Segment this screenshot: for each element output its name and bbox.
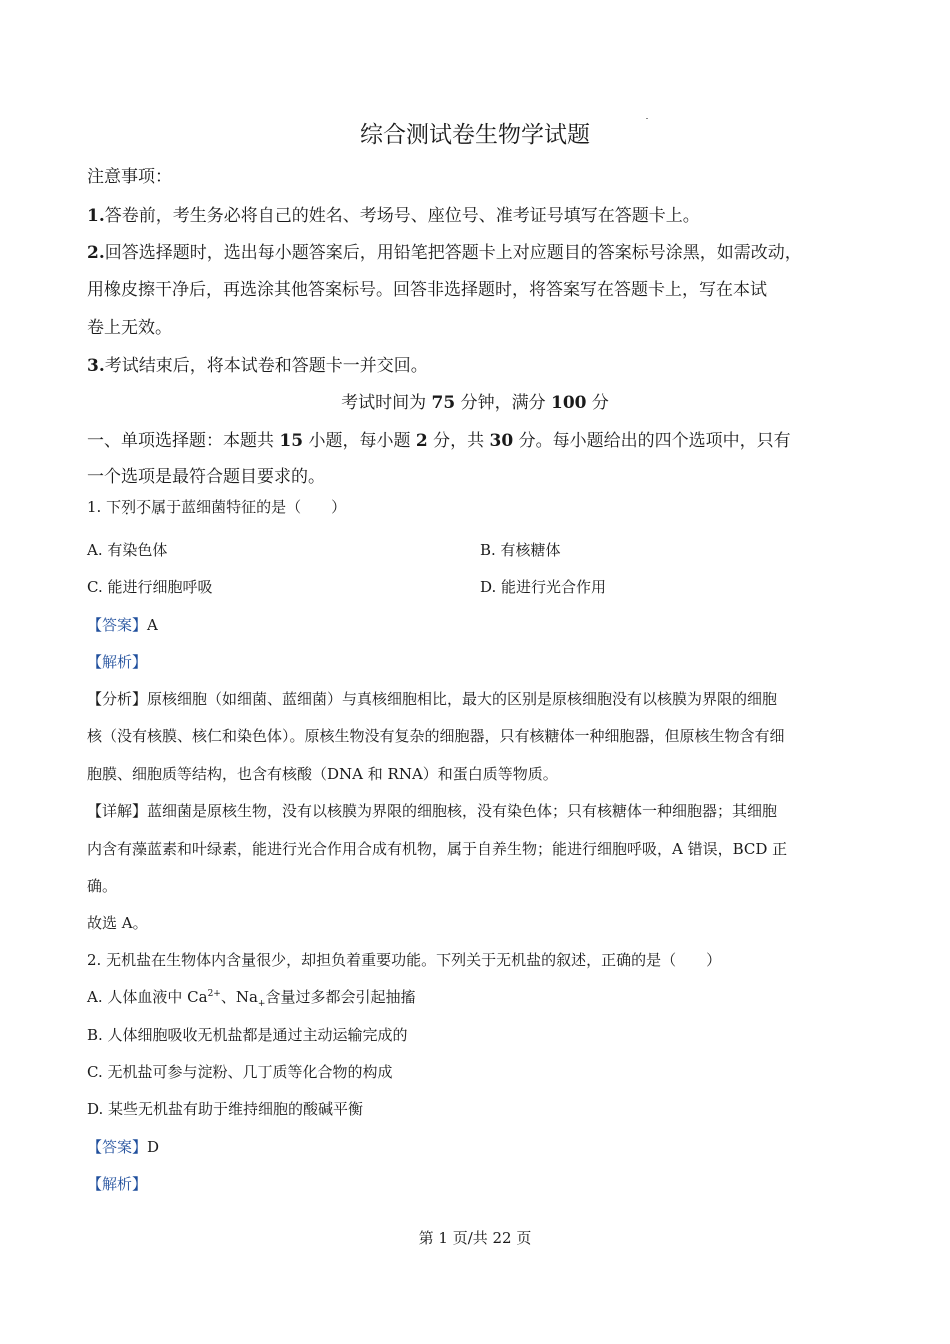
- notice-num: 2.: [87, 243, 105, 263]
- q2-option-c: C. 无机盐可参与淀粉、几丁质等化合物的构成: [87, 1063, 393, 1081]
- q1-analysis-label: 【解析】: [87, 653, 148, 671]
- notice-item-2-cont: 用橡皮擦干净后，再选涂其他答案标号。回答非选择题时，将答案写在答题卡上，写在本试: [87, 280, 767, 300]
- exam-time-text: 分: [586, 393, 609, 413]
- page-footer: 第 1 页/共 22 页: [418, 1229, 532, 1247]
- answer-value: A: [147, 616, 158, 634]
- notice-text: 回答选择题时，选出每小题答案后，用铅笔把答题卡上对应题目的答案标号涂黑，如需改动，: [104, 243, 802, 263]
- answer-label: 【答案】: [87, 616, 148, 634]
- q2-answer: [87, 1136, 159, 1157]
- section-heading: [87, 426, 791, 451]
- answer-label: 【答案】: [87, 1138, 148, 1156]
- fenxi-text: 原核细胞（如细菌、蓝细菌）与真核细胞相比，最大的区别是原核细胞没有以核膜为界限的细胞: [147, 690, 778, 708]
- notice-text: 考试结束后，将本试卷和答题卡一并交回。: [104, 356, 428, 376]
- section-text: 分，共: [427, 431, 490, 451]
- q2-option-a: [87, 986, 415, 1009]
- q2-option-d: D. 某些无机盐有助于维持细胞的酸碱平衡: [87, 1100, 364, 1118]
- q2-option-b: B. 人体细胞吸收无机盐都是通过主动运输完成的: [87, 1026, 408, 1044]
- notice-item-1: [87, 201, 700, 226]
- subscript: +: [257, 999, 266, 1009]
- superscript: 2+: [207, 989, 221, 999]
- notice-num: 3.: [87, 356, 105, 376]
- notice-item-2: [87, 238, 802, 263]
- notice-heading: 注意事项：: [87, 167, 172, 187]
- question-1-stem: 1. 下列不属于蓝细菌特征的是（ ） • • •: [87, 496, 950, 517]
- notice-item-2-cont: 卷上无效。: [87, 318, 172, 338]
- q1-fenxi-cont: 核（没有核膜、核仁和染色体）。原核生物没有复杂的细胞器，只有核糖体一种细胞器，但原核生物含有细: [87, 727, 785, 745]
- q1-fenxi-cont: 胞膜、细胞质等结构，也含有核酸（DNA 和 RNA）和蛋白质等物质。: [87, 765, 558, 783]
- exam-time-text: 分钟，满分: [455, 393, 551, 413]
- section-text: 一、单项选择题：本题共: [87, 431, 280, 451]
- section-text: 分。每小题给出的四个选项中，只有: [513, 431, 791, 451]
- q1-xiangjie: [87, 800, 777, 821]
- section-count: 15: [279, 431, 304, 451]
- fenxi-label: 【分析】: [87, 690, 148, 708]
- section-total: 30: [489, 431, 514, 451]
- q1-answer: [87, 614, 158, 635]
- option-text: 含量过多都会引起抽搐: [265, 988, 416, 1006]
- q1-option-c: C. 能进行细胞呼吸: [87, 578, 213, 596]
- question-2-stem: 2. 无机盐在生物体内含量很少，却担负着重要功能。下列关于无机盐的叙述，正确的是（ ）: [87, 951, 722, 969]
- xiangjie-label: 【详解】: [87, 802, 148, 820]
- answer-value: D: [147, 1138, 160, 1156]
- section-each: 2: [415, 431, 428, 451]
- exam-time-text: 考试时间为: [341, 393, 432, 413]
- page-title: 综合测试卷生物学试题: [360, 122, 590, 148]
- q1-option-a: A. 有染色体: [87, 541, 168, 559]
- q1-fenxi: [87, 688, 777, 709]
- q1-xiangjie-cont: 确。: [87, 877, 118, 895]
- q1-option-b: B. 有核糖体: [480, 541, 561, 559]
- q1-xiangjie-cont: 内含有藻蓝素和叶绿素，能进行光合作用合成有机物，属于自养生物；能进行细胞呼吸，A 错误，BCD 正: [87, 840, 788, 858]
- q2-analysis-label: 【解析】: [87, 1175, 148, 1193]
- q1-option-d: D. 能进行光合作用: [480, 578, 607, 596]
- notice-text: 答卷前，考生务必将自己的姓名、考场号、座位号、准考证号填写在答题卡上。: [104, 206, 700, 226]
- exam-score: 100: [550, 393, 587, 413]
- q1-conclusion: 故选 A。: [87, 914, 148, 932]
- notice-num: 1.: [87, 206, 105, 226]
- exam-time: [0, 388, 950, 413]
- exam-minutes: 75: [431, 393, 456, 413]
- option-text: 、Na: [220, 988, 258, 1006]
- notice-item-3: [87, 351, 428, 376]
- section-heading-cont: 一个选项是最符合题目要求的。: [87, 467, 325, 487]
- section-text: 小题，每小题: [303, 431, 416, 451]
- xiangjie-text: 蓝细菌是原核生物，没有以核膜为界限的细胞核，没有染色体；只有核糖体一种细胞器；其细胞: [147, 802, 778, 820]
- option-text: A. 人体血液中 Ca: [87, 988, 208, 1006]
